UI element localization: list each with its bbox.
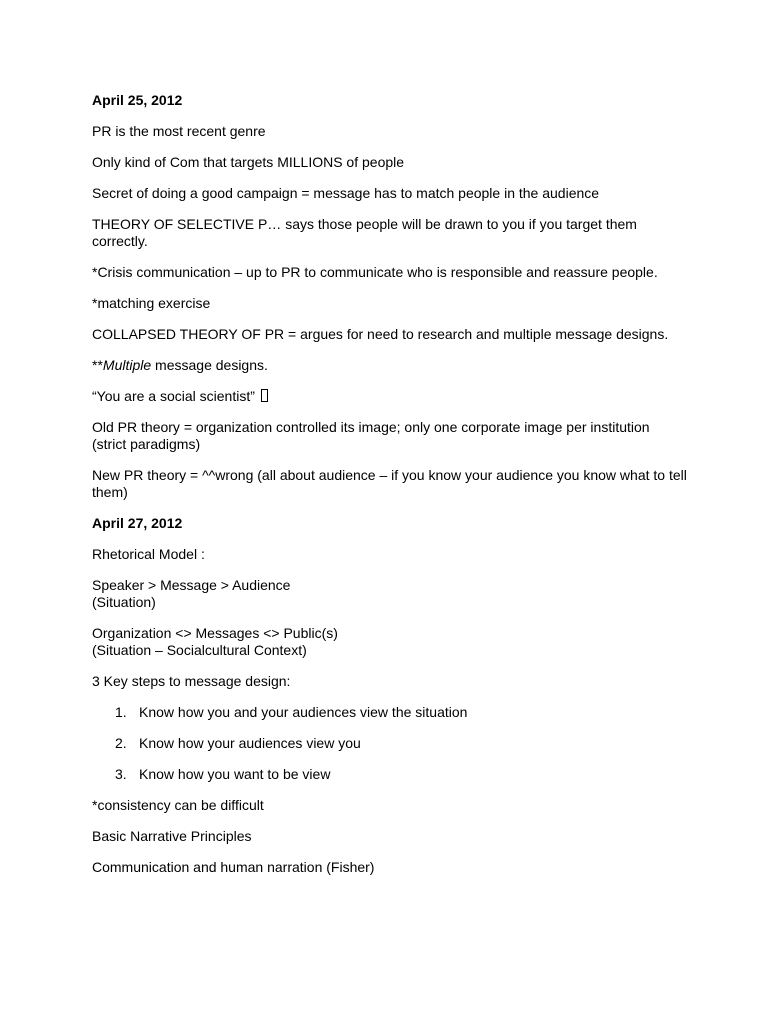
date-heading-april-25: April 25, 2012 [92, 92, 183, 108]
consistency-note: *consistency can be difficult [92, 797, 264, 813]
list-item [92, 704, 702, 721]
old-theory-note: Old PR theory = organization controlled its image; only one corporate image per institution (strict paradigms) [92, 419, 650, 452]
matching-note: *matching exercise [92, 295, 211, 311]
note-line: Only kind of Com that targets MILLIONS of people [92, 154, 405, 170]
social-scientist-quote: “You are a social scientist” [92, 388, 702, 405]
list-number: 1. [115, 704, 127, 720]
new-theory-note: New PR theory = ^^wrong (all about audience – if you know your audience you know what to tell them) [92, 467, 687, 500]
list-item-text: Know how you want to be view [139, 766, 331, 782]
document-body [92, 92, 702, 890]
note-line: Secret of doing a good campaign = message has to match people in the audience [92, 185, 600, 201]
list-item [92, 735, 702, 752]
model-organization-messages-publics: Organization <> Messages <> Public(s) (Situation – Socialcultural Context) [92, 625, 338, 658]
crisis-note: *Crisis communication – up to PR to communicate who is responsible and reassure people. [92, 264, 658, 280]
fisher-note: Communication and human narration (Fisher) [92, 859, 375, 875]
date-heading-april-27: April 27, 2012 [92, 515, 183, 531]
list-number: 3. [115, 766, 127, 782]
selective-theory-note: THEORY OF SELECTIVE P… says those people will be drawn to you if you target them correctly. [92, 216, 637, 249]
missing-glyph-icon [261, 389, 268, 402]
model-speaker-message-audience: Speaker > Message > Audience (Situation) [92, 577, 291, 610]
list-item [92, 766, 702, 783]
list-item-text: Know how you and your audiences view the situation [139, 704, 468, 720]
note-line: PR is the most recent genre [92, 123, 266, 139]
list-number: 2. [115, 735, 127, 751]
narrative-principles-note: Basic Narrative Principles [92, 828, 252, 844]
list-item-text: Know how your audiences view you [139, 735, 361, 751]
collapsed-theory-note: COLLAPSED THEORY OF PR = argues for need to research and multiple message designs. [92, 326, 669, 342]
multiple-designs-note: **Multiple message designs. [92, 357, 268, 373]
message-design-steps-list [92, 704, 702, 783]
rhetorical-model-label: Rhetorical Model : [92, 546, 205, 562]
steps-intro: 3 Key steps to message design: [92, 673, 291, 689]
